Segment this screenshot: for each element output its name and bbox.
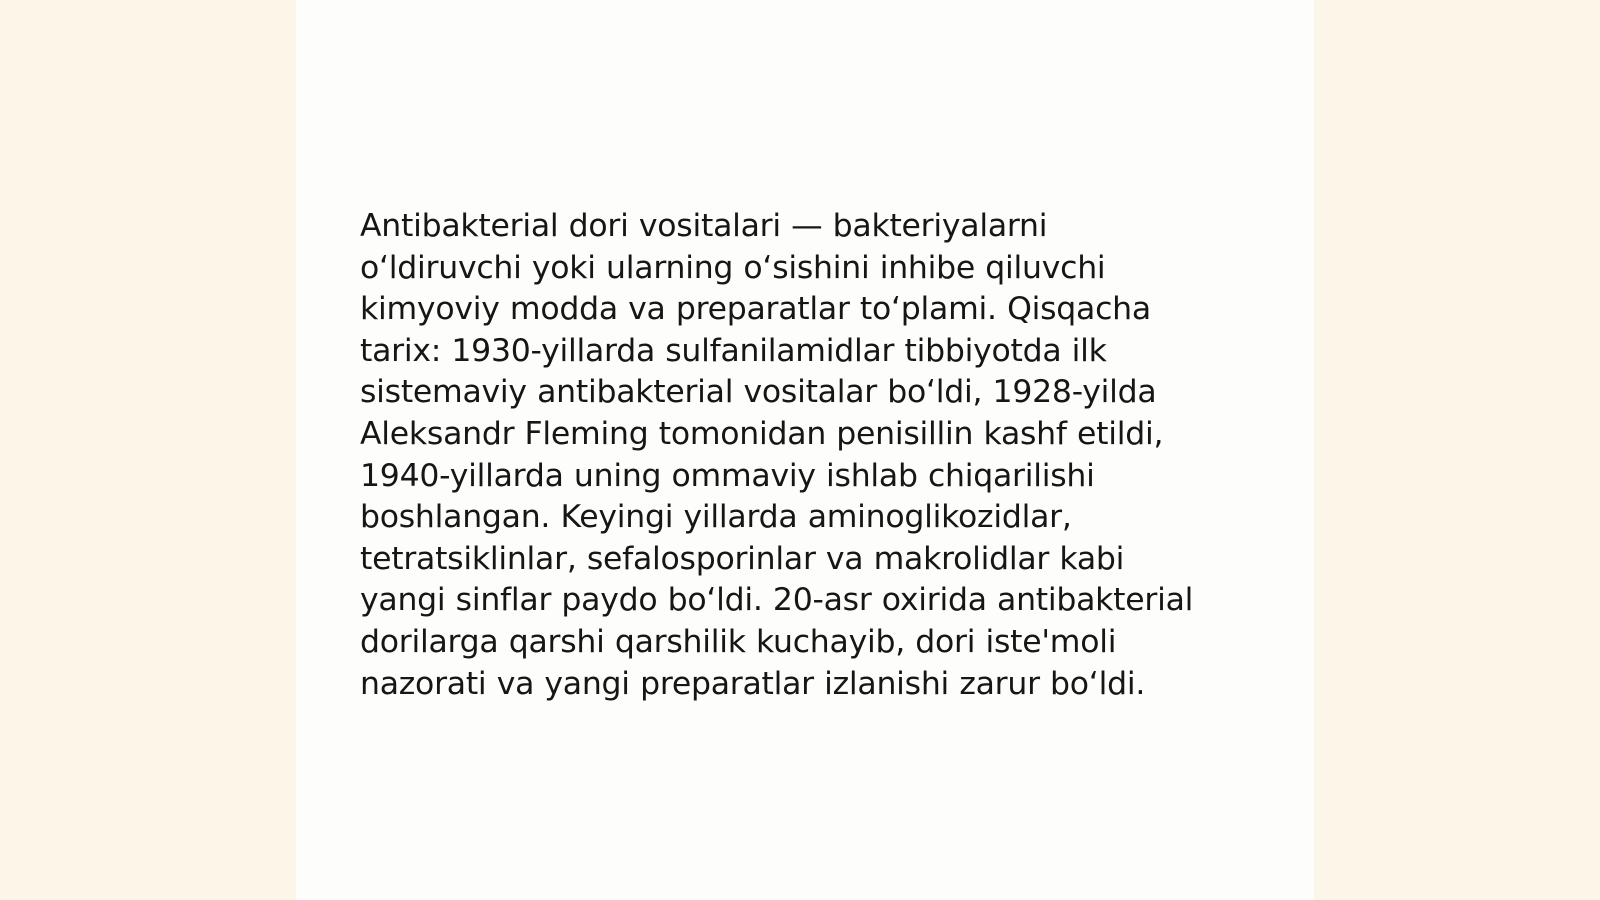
paragraph-line: o‘ldiruvchi yoki ularning o‘sishini inhibe qiluvchi	[360, 249, 1106, 286]
paragraph-line: tetratsiklinlar, sefalosporinlar va makrolidlar kabi	[360, 540, 1125, 577]
right-margin-background	[1314, 0, 1600, 900]
paragraph-line: tarix: 1930-yillarda sulfanilamidlar tibbiyotda ilk	[360, 332, 1107, 369]
body-paragraph	[360, 206, 1240, 705]
slide-page	[296, 0, 1314, 900]
left-margin-background	[0, 0, 296, 900]
paragraph-line: kimyoviy modda va preparatlar to‘plami. Qisqacha	[360, 291, 1151, 328]
paragraph-line: boshlangan. Keyingi yillarda aminoglikozidlar,	[360, 499, 1072, 536]
paragraph-line: dorilarga qarshi qarshilik kuchayib, dori iste'moli	[360, 623, 1117, 660]
paragraph-line: yangi sinflar paydo bo‘ldi. 20-asr oxirida antibakterial	[360, 582, 1194, 619]
paragraph-line: Aleksandr Fleming tomonidan penisillin kashf etildi,	[360, 415, 1164, 452]
paragraph-line: 1940-yillarda uning ommaviy ishlab chiqarilishi	[360, 457, 1095, 494]
paragraph-line: nazorati va yangi preparatlar izlanishi zarur bo‘ldi.	[360, 665, 1146, 702]
paragraph-line: Antibakterial dori vositalari — bakteriyalarni	[360, 208, 1048, 244]
paragraph-line: sistemaviy antibakterial vositalar bo‘ldi, 1928-yilda	[360, 374, 1157, 411]
